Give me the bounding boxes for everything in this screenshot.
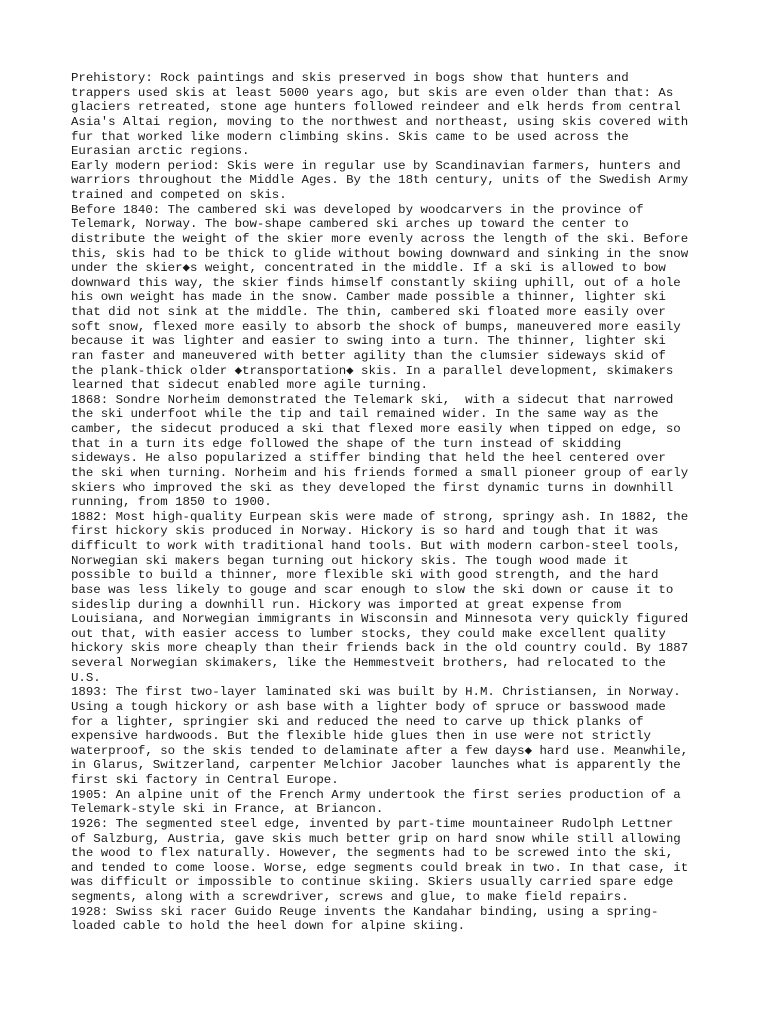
text-line: that did not sink at the middle. The thin, cambered ski floated more easily over bbox=[71, 305, 666, 319]
text-line: warriors throughout the Middle Ages. By the 18th century, units of the Swedish Army bbox=[71, 173, 689, 188]
text-line: of Salzburg, Austria, gave skis much better grip on hard snow while still allowing bbox=[71, 831, 681, 846]
text-line: because it was lighter and easier to swing into a turn. The thinner, lighter ski bbox=[71, 334, 666, 349]
text-line: Louisiana, and Norwegian immigrants in Wisconsin and Minnesota very quickly figured bbox=[71, 612, 689, 627]
text-line: skiers who improved the ski as they developed the first dynamic turns in downhill bbox=[71, 480, 674, 495]
text-line: the ski underfoot while the tip and tail remained wider. In the same way as the bbox=[71, 407, 659, 422]
text-line: for a lighter, springier ski and reduced the need to carve up thick planks of bbox=[71, 714, 644, 729]
text-line: 1928: Swiss ski racer Guido Reuge invents the Kandahar binding, using a spring- bbox=[71, 904, 659, 919]
text-line: under the skier◆s weight, concentrated in the middle. If a ski is allowed to bow bbox=[71, 261, 666, 276]
text-line: his own weight has made in the snow. Camber made possible a thinner, lighter ski bbox=[71, 290, 666, 305]
text-line: and tended to come loose. Worse, edge segments could break in two. In that case, it bbox=[71, 860, 689, 875]
text-line: Norwegian ski makers began turning out hickory skis. The tough wood made it bbox=[71, 553, 629, 568]
text-line: out that, with easier access to lumber stocks, they could make excellent quality bbox=[71, 626, 666, 641]
text-line: ran faster and maneuvered with better agility than the clumsier sideways skid of bbox=[71, 348, 666, 363]
text-line: segments, along with a screwdriver, screws and glue, to make field repairs. bbox=[71, 890, 629, 904]
text-line: learned that sidecut enabled more agile turning. bbox=[71, 378, 428, 393]
text-line: the ski when turning. Norheim and his friends formed a small pioneer group of early bbox=[71, 465, 689, 480]
text-line: Telemark, Norway. The bow-shape cambered ski arches up toward the center to bbox=[71, 217, 629, 232]
text-line: fur that worked like modern climbing skins. Skis came to be used across the bbox=[71, 129, 629, 144]
text-line: Eurasian arctic regions. bbox=[71, 144, 250, 159]
text-line: several Norwegian skimakers, like the Hemmestveit brothers, had relocated to the bbox=[71, 656, 666, 670]
text-line: Telemark-style ski in France, at Briancon. bbox=[71, 802, 384, 817]
text-line: this, skis had to be thick to glide without bowing downward and sinking in the snow bbox=[71, 246, 689, 261]
text-line: 1868: Sondre Norheim demonstrated the Telemark ski, with a sidecut that narrowed bbox=[71, 392, 674, 407]
text-line: Before 1840: The cambered ski was developed by woodcarvers in the province of bbox=[71, 202, 644, 217]
document-page bbox=[71, 71, 701, 934]
text-line: 1893: The first two-layer laminated ski was built by H.M. Christiansen, in Norway. bbox=[71, 685, 681, 700]
text-line: base was less likely to gouge and scar enough to slow the ski down or cause it to bbox=[71, 582, 674, 597]
text-line: downward this way, the skier finds himself constantly skiing uphill, out of a hole bbox=[71, 275, 681, 290]
text-line: difficult to work with traditional hand tools. But with modern carbon-steel tools, bbox=[71, 539, 681, 553]
text-line: the plank-thick older ◆transportation◆ skis. In a parallel development, skimakers bbox=[71, 363, 674, 378]
text-line: possible to build a thinner, more flexible ski with good strength, and the hard bbox=[71, 568, 659, 583]
text-line: 1926: The segmented steel edge, invented by part-time mountaineer Rudolph Lettner bbox=[71, 816, 674, 831]
text-line: camber, the sidecut produced a ski that flexed more easily when tipped on edge, so bbox=[71, 422, 681, 436]
text-line: sideways. He also popularized a stiffer binding that held the heel centered over bbox=[71, 451, 666, 466]
text-line: Asia's Altai region, moving to the northwest and northeast, using skis covered with bbox=[71, 114, 689, 129]
text-line: glaciers retreated, stone age hunters followed reindeer and elk herds from central bbox=[71, 100, 681, 115]
text-line: 1882: Most high-quality Eurpean skis were made of strong, springy ash. In 1882, the bbox=[71, 509, 689, 524]
text-line: Using a tough hickory or ash base with a lighter body of spruce or basswood made bbox=[71, 699, 666, 714]
text-line: trained and competed on skis. bbox=[71, 188, 287, 202]
text-line: Prehistory: Rock paintings and skis preserved in bogs show that hunters and bbox=[71, 71, 629, 85]
text-line: hickory skis more cheaply than their friends back in the old country could. By 1887 bbox=[71, 641, 689, 656]
text-line: sideslip during a downhill run. Hickory was imported at great expense from bbox=[71, 597, 622, 612]
text-line: Early modern period: Skis were in regular use by Scandinavian farmers, hunters and bbox=[71, 158, 681, 173]
text-line: that in a turn its edge followed the shape of the turn instead of skidding bbox=[71, 436, 622, 451]
text-line: in Glarus, Switzerland, carpenter Melchior Jacober launches what is apparently the bbox=[71, 758, 681, 773]
text-line: first ski factory in Central Europe. bbox=[71, 773, 339, 787]
text-line: expensive hardwoods. But the flexible hide glues then in use were not strictly bbox=[71, 729, 651, 744]
text-line: the wood to flex naturally. However, the segments had to be screwed into the ski, bbox=[71, 846, 674, 861]
text-line: was difficult or impossible to continue skiing. Skiers usually carried spare edge bbox=[71, 875, 674, 890]
text-line: 1905: An alpine unit of the French Army undertook the first series production of a bbox=[71, 787, 681, 802]
text-line: trappers used skis at least 5000 years ago, but skis are even older than that: As bbox=[71, 85, 674, 100]
text-line: first hickory skis produced in Norway. Hickory is so hard and tough that it was bbox=[71, 524, 659, 539]
text-line: distribute the weight of the skier more evenly across the length of the ski. Before bbox=[71, 231, 689, 246]
text-line: waterproof, so the skis tended to delaminate after a few days◆ hard use. Meanwhile, bbox=[71, 743, 689, 758]
text-line: U.S. bbox=[71, 670, 101, 685]
text-line: running, from 1850 to 1900. bbox=[71, 495, 272, 510]
text-line: soft snow, flexed more easily to absorb the shock of bumps, maneuvered more easily bbox=[71, 319, 681, 334]
text-line: loaded cable to hold the heel down for alpine skiing. bbox=[71, 919, 466, 934]
